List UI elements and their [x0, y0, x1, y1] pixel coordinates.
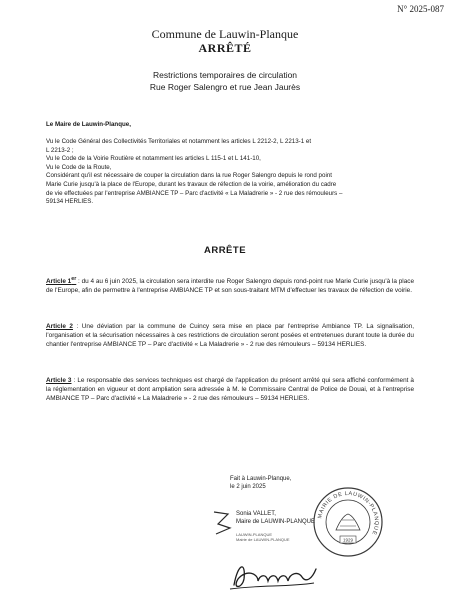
vu-line: Vu le Code de la Route,	[46, 163, 112, 171]
considerant-line: 59134 HERLIES.	[46, 198, 94, 206]
considerant-line: Marie Curie jusqu'à la place de l'Europe, durant les travaux de réfection de la voirie, amélioration du cadre	[46, 180, 337, 188]
signature-place-date	[230, 475, 291, 491]
small-stamp-line-1: LAUWIN-PLANQUE	[236, 532, 273, 537]
article-text: : du 4 au 6 juin 2025, la circulation sera interdite rue Roger Salengro depuis rond-point rue Marie Curie jusqu'à la place de l'Europe, afin de permettre à l'entreprise AMBIANCE TP et son sous-traitant MTM d'effectuer les travaux de réfection de voirie.	[46, 278, 414, 294]
svg-text:1929: 1929	[342, 537, 354, 543]
article-label: Article 3	[46, 377, 72, 384]
article-text: : Le responsable des services techniques est chargé de l'application du présent arrêté qui sera affiché conformément à la réglementation en vigueur et dont ampliation sera adressée à M. le Commissaire Central de Police de Douai, et à l'entreprise AMBIANCE TP – Parc d'activité « La Maladrerie » - 2 rue des rémouleurs – 59134 HERLIES.	[46, 377, 414, 402]
fait-a: Fait à Lauwin-Planque,	[230, 476, 292, 482]
considerant-line: Considérant qu'il est nécessaire de couper la circulation dans la rue Roger Salengro depuis le rond point	[46, 172, 332, 180]
section-title: ARRÊTE	[203, 245, 247, 256]
article-1	[46, 275, 414, 296]
signer-block	[236, 510, 315, 526]
article-label: Article 2	[46, 323, 73, 330]
mayor-stamp-mark	[210, 508, 234, 538]
article-3	[46, 377, 414, 403]
handwritten-signature	[228, 555, 318, 595]
article-label: Article 1er	[46, 276, 77, 286]
vu-line: Vu le Code Général des Collectivités Territoriales et notamment les articles L 2212-2, L 2213-1 et	[46, 138, 312, 145]
vu-line: L 2213-2 ;	[46, 146, 74, 154]
considerant-line: de vie effectuées par l'entreprise AMBIANCE TP – Parc d'activité « La Maladrerie » - 2 rue des rémouleurs –	[46, 189, 343, 197]
signer-role: Maire de LAUWIN-PLANQUE	[236, 519, 316, 525]
subtitle-line-1: Restrictions temporaires de circulation	[152, 70, 298, 80]
subtitle-line-2: Rue Roger Salengro et rue Jean Jaurès	[149, 82, 301, 92]
article-2	[46, 323, 414, 349]
small-stamp	[236, 532, 290, 542]
maire-heading: Le Maire de Lauwin-Planque,	[46, 121, 131, 128]
article-text: : Une déviation par la commune de Cuincy sera mise en place par l'entreprise Ambiance TP. La signalisation, l'organisation et la sécurisation nécessaires à ces restrictions de circulation seront posées et entretenues durant toute la durée du chantier l'entreprise AMBIANCE TP – Parc d'activité « La Maladrerie » - 2 rue des rémouleurs – 59134 HERLIES.	[46, 323, 414, 348]
vu-line: Vu le Code de la Voirie Routière et notamment les articles L 115-1 et L 141-10,	[46, 155, 261, 163]
document-title: ARRÊTÉ	[198, 41, 252, 55]
commune-name: Commune de Lauwin-Planque	[151, 27, 299, 41]
svg-text:MAIRIE DE LAUWIN-PLANQUE: MAIRIE DE LAUWIN-PLANQUE	[317, 490, 380, 536]
official-seal-icon	[312, 486, 384, 558]
signer-name: Sonia VALLET,	[236, 511, 276, 517]
preamble-vu	[46, 138, 416, 207]
small-stamp-line-2: Mairie de LAUWIN-PLANQUE	[236, 537, 290, 542]
signature-date: le 2 juin 2025	[230, 484, 266, 490]
reference-number: N° 2025-087	[397, 4, 444, 14]
